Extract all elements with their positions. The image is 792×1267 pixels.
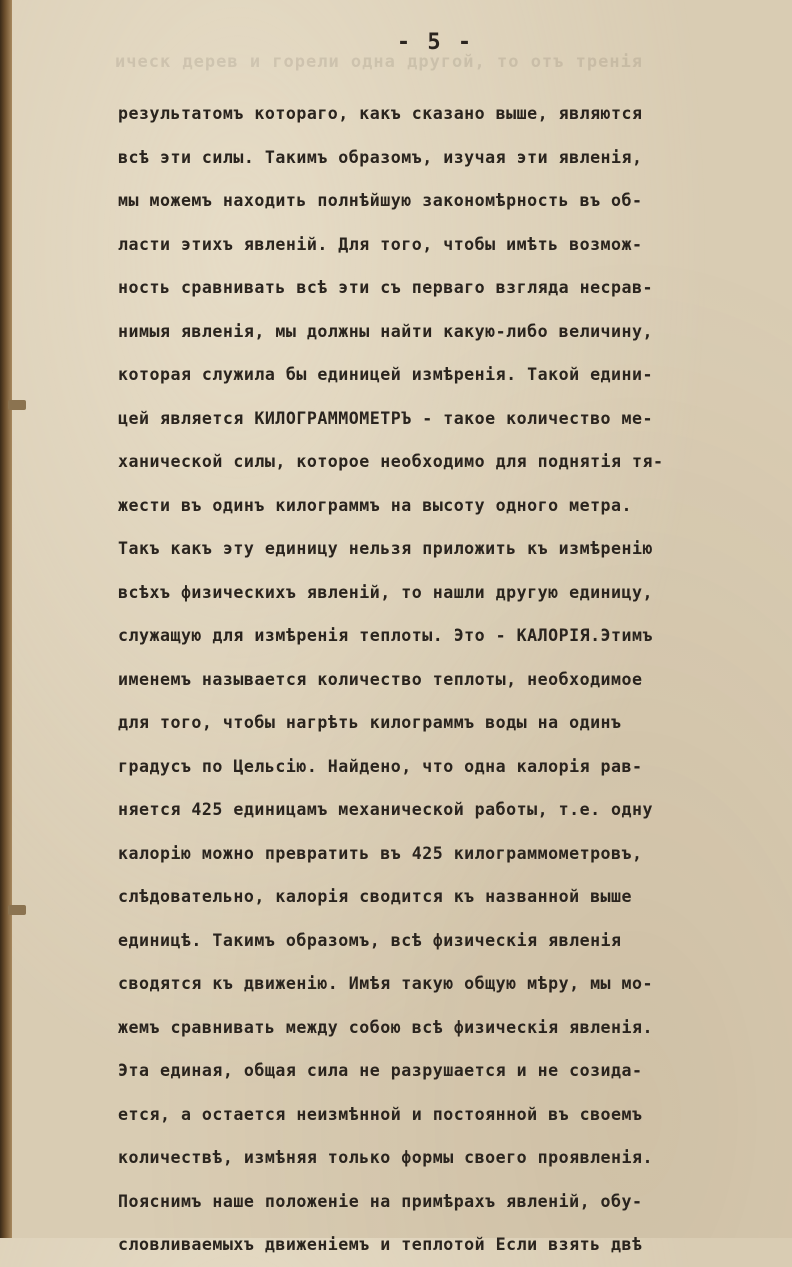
text-line: именемъ называется количество теплоты, необходимое	[118, 669, 643, 689]
text-line: всѣ эти силы. Такимъ образомъ, изучая эти явленія,	[118, 147, 643, 167]
text-line: которая служила бы единицей измѣренія. Такой едини-	[118, 365, 654, 384]
binding-stitch	[8, 400, 26, 410]
text-line: для того, чтобы нагрѣть килограммъ воды на одинъ	[118, 713, 622, 732]
page-number: - 5 -	[396, 30, 474, 55]
page-binding-edge	[0, 0, 12, 1238]
text-line: словливаемыхъ движеніемъ и теплотой Если взять двѣ	[118, 1235, 643, 1254]
text-line: мы можемъ находить полнѣйшую закономѣрность въ об-	[118, 191, 643, 210]
text-line: слѣдовательно, калорія сводится къ названной выше	[118, 887, 633, 906]
text-line: Эта единая, общая сила не разрушается и не созида-	[118, 1061, 643, 1080]
text-line: ласти этихъ явленій. Для того, чтобы имѣть возмож-	[118, 234, 643, 254]
text-line: количествѣ, измѣняя только формы своего проявленія.	[118, 1148, 654, 1167]
text-line: ность сравнивать всѣ эти съ перваго взгляда несрав-	[118, 278, 654, 297]
bleed-through-text: ическ дерев и горели одна другой, то отъ тренія	[115, 52, 644, 72]
text-line: жести въ одинъ килограммъ на высоту одного метра.	[118, 495, 633, 515]
text-line: цей является КИЛОГРАММОМЕТРЪ - такое количество ме-	[118, 408, 654, 428]
text-line: сводятся къ движенію. Имѣя такую общую мѣру, мы мо-	[118, 974, 654, 993]
text-line: няется 425 единицамъ механической работы, т.е. одну	[118, 800, 654, 819]
text-line: Такъ какъ эту единицу нельзя приложить къ измѣренію	[118, 539, 654, 558]
text-line: жемъ сравнивать между собою всѣ физическія явленія.	[118, 1017, 654, 1037]
text-line: ется, а остается неизмѣнной и постоянной въ своемъ	[118, 1104, 643, 1124]
text-line: градусъ по Цельсію. Найдено, что одна калорія рав-	[118, 756, 643, 776]
text-line: калорію можно превратить въ 425 килограммометровъ,	[118, 843, 643, 863]
text-line: результатомъ котораго, какъ сказано выше, являются	[118, 104, 643, 123]
body-text	[118, 92, 778, 1267]
text-line: ханической силы, которое необходимо для поднятія тя-	[118, 452, 664, 471]
binding-stitch	[8, 905, 26, 915]
text-line: нимыя явленія, мы должны найти какую-либо величину,	[118, 321, 654, 341]
text-line: всѣхъ физическихъ явленій, то нашли другую единицу,	[118, 582, 654, 602]
text-line: единицѣ. Такимъ образомъ, всѣ физическія явленія	[118, 930, 622, 950]
text-line: Пояснимъ наше положеніе на примѣрахъ явленій, обу-	[118, 1191, 643, 1211]
text-line: служащую для измѣренія теплоты. Это - КАЛОРІЯ.Этимъ	[118, 626, 654, 645]
